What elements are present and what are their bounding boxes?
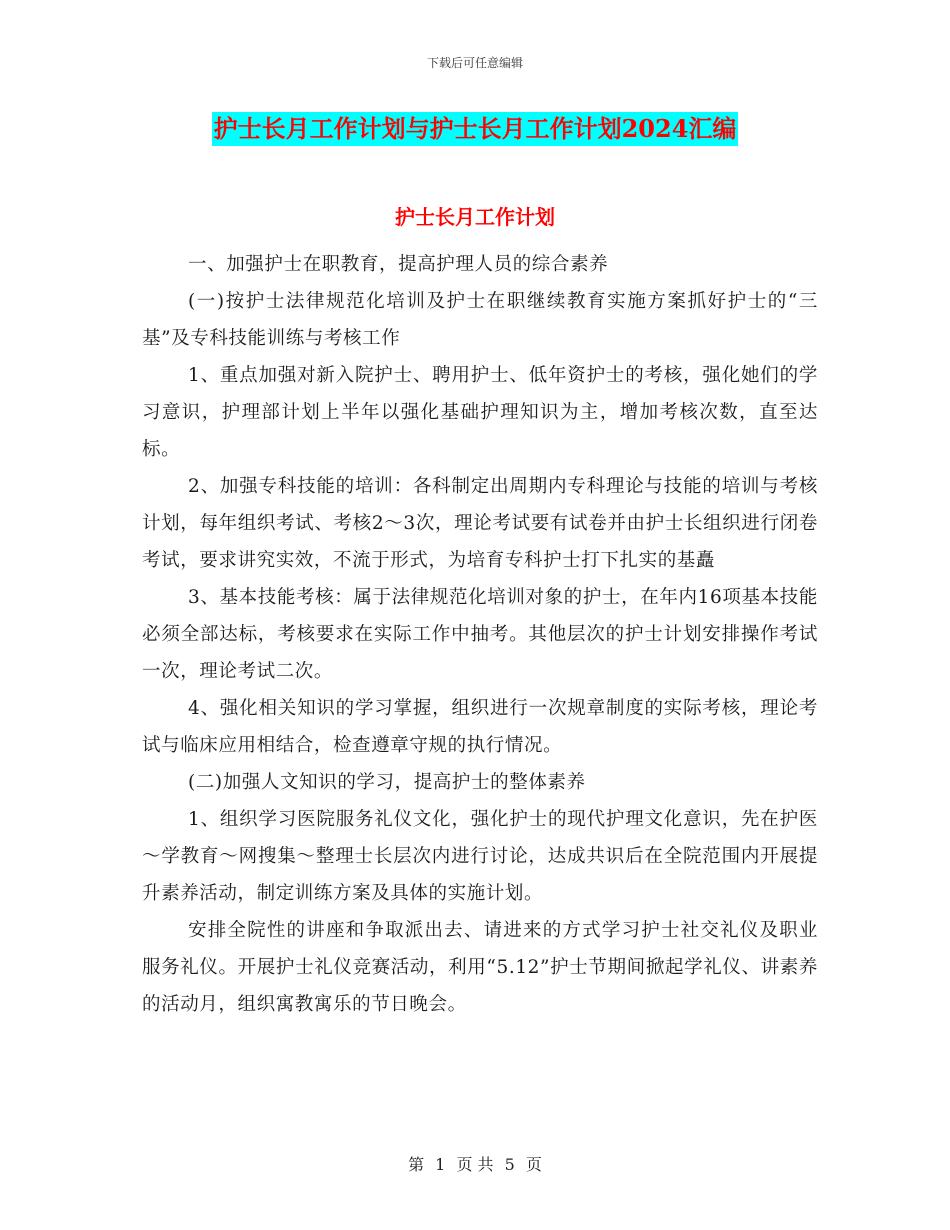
paragraph: 4、强化相关知识的学习掌握，组织进行一次规章制度的实际考核，理论考试与临床应用相结合，检查遵章守规的执行情况。 (142, 698, 818, 756)
footer-page-number: 1 (435, 1155, 446, 1174)
paragraph: (二)加强人文知识的学习，提高护士的整体素养 (188, 772, 586, 793)
paragraph: 安排全院性的讲座和争取派出去、请进来的方式学习护士社交礼仪及职业服务礼仪。开展护士礼仪竞赛活动，利用“5.12”护士节期间掀起学礼仪、讲素养的活动月，组织寓教寓乐的节日晚会。 (142, 920, 818, 1015)
page-footer (0, 1152, 950, 1175)
footer-total-pages: 5 (504, 1155, 515, 1174)
paragraph: 一、加强护士在职教育，提高护理人员的综合素养 (188, 254, 609, 275)
footer-prefix: 第 (408, 1155, 425, 1174)
section-title: 护士长月工作计划 (395, 205, 555, 229)
document-body (142, 246, 818, 1023)
paragraph: 2、加强专科技能的培训：各科制定出周期内专科理论与技能的培训与考核计划，每年组织考试、考核2～3次，理论考试要有试卷并由护士长组织进行闭卷考试，要求讲究实效，不流于形式，为培育专科护士打下扎实的基矗 (142, 476, 818, 571)
paragraph: 1、组织学习医院服务礼仪文化，强化护士的现代护理文化意识，先在护医～学教育～网搜集～整理士长层次内进行讨论，达成共识后在全院范围内开展提升素养活动，制定训练方案及具体的实施计划。 (142, 809, 818, 904)
footer-suffix: 页 (525, 1155, 542, 1174)
paragraph: 1、重点加强对新入院护士、聘用护士、低年资护士的考核，强化她们的学习意识，护理部计划上半年以强化基础护理知识为主，增加考核次数，直至达标。 (142, 365, 818, 460)
document-title-text: 护士长月工作计划与护士长月工作计划2024汇编 (212, 112, 739, 146)
document-title (0, 112, 950, 146)
paragraph: 3、基本技能考核：属于法律规范化培训对象的护士，在年内16项基本技能必须全部达标，考核要求在实际工作中抽考。其他层次的护士计划安排操作考试一次，理论考试二次。 (142, 587, 818, 682)
footer-middle: 页 共 (456, 1155, 494, 1174)
paragraph: (一)按护士法律规范化培训及护士在职继续教育实施方案抓好护士的“三基”及专科技能训练与考核工作 (142, 291, 818, 349)
header-note: 下载后可任意编辑 (426, 56, 523, 70)
